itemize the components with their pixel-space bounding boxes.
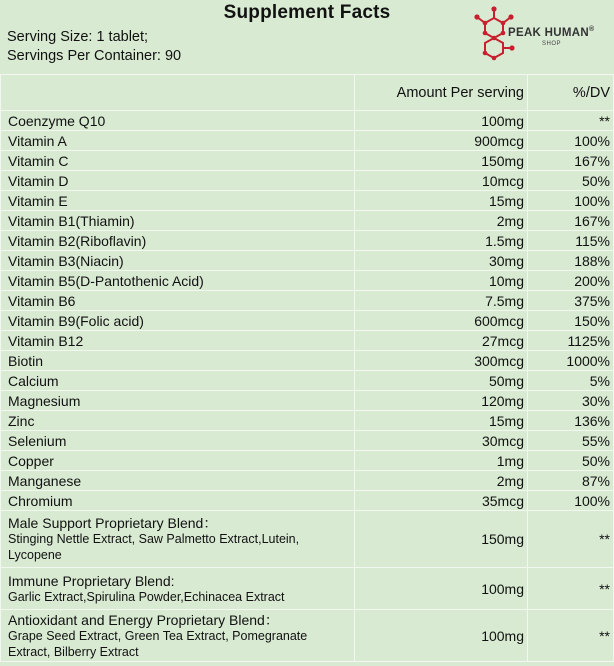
nutrient-name: Magnesium: [1, 391, 355, 411]
nutrient-amount: 27mcg: [355, 331, 528, 351]
serving-info: [7, 28, 181, 66]
blend-row: [1, 610, 614, 662]
table-row: [1, 491, 614, 511]
nutrient-dv: 115%: [528, 231, 614, 251]
nutrient-amount: 100mg: [355, 111, 528, 131]
nutrient-name: Vitamin C: [1, 151, 355, 171]
nutrient-name: Vitamin D: [1, 171, 355, 191]
blend-ingredients: Grape Seed Extract, Green Tea Extract, Pomegranate Extract, Bilberry Extract: [8, 628, 308, 659]
nutrient-name: Biotin: [1, 351, 355, 371]
table-row: [1, 391, 614, 411]
nutrient-amount: 600mcg: [355, 311, 528, 331]
blend-cell: [1, 511, 355, 568]
nutrient-name: Vitamin E: [1, 191, 355, 211]
nutrient-amount: 120mg: [355, 391, 528, 411]
nutrient-dv: 188%: [528, 251, 614, 271]
nutrient-amount: 30mg: [355, 251, 528, 271]
blend-cell: [1, 568, 355, 610]
blend-ingredients: Stinging Nettle Extract, Saw Palmetto Extract,Lutein, Lycopene: [8, 532, 300, 562]
nutrient-amount: 2mg: [355, 211, 528, 231]
blend-dv: **: [528, 568, 614, 610]
blend-name: Male Support Proprietary Blend：: [8, 515, 218, 531]
nutrient-name: Manganese: [1, 471, 355, 491]
page-title: Supplement Facts: [223, 2, 391, 23]
brand-sub: SHOP: [542, 41, 562, 47]
nutrient-name: Copper: [1, 451, 355, 471]
nutrient-dv: 167%: [528, 211, 614, 231]
blend-amount: 100mg: [355, 568, 528, 610]
table-row: [1, 411, 614, 431]
nutrient-dv: 136%: [528, 411, 614, 431]
facts-table: [0, 74, 614, 662]
nutrient-name: Vitamin B2(Riboflavin): [1, 231, 355, 251]
nutrient-amount: 35mcg: [355, 491, 528, 511]
nutrient-dv: 100%: [528, 131, 614, 151]
nutrient-name: Vitamin B6: [1, 291, 355, 311]
blend-dv: **: [528, 511, 614, 568]
nutrient-dv: 55%: [528, 431, 614, 451]
table-row: [1, 371, 614, 391]
nutrient-dv: 100%: [528, 491, 614, 511]
brand-reg-mark: ®: [588, 26, 595, 33]
table-row: [1, 171, 614, 191]
blend-name: Antioxidant and Energy Proprietary Blend：: [8, 611, 279, 628]
blend-cell: [1, 610, 355, 662]
nutrient-amount: 1mg: [355, 451, 528, 471]
nutrient-dv: 167%: [528, 151, 614, 171]
table-row: [1, 151, 614, 171]
nutrient-dv: **: [528, 111, 614, 131]
table-row: [1, 131, 614, 151]
nutrient-dv: 100%: [528, 191, 614, 211]
serving-size: Serving Size: 1 tablet;: [7, 29, 149, 45]
nutrient-name: Vitamin B12: [1, 331, 355, 351]
table-row: [1, 111, 614, 131]
nutrient-name: Vitamin B9(Folic acid): [1, 311, 355, 331]
nutrient-dv: 87%: [528, 471, 614, 491]
nutrient-name: Chromium: [1, 491, 355, 511]
nutrient-name: Vitamin A: [1, 131, 355, 151]
table-row: [1, 331, 614, 351]
nutrient-dv: 375%: [528, 291, 614, 311]
nutrient-amount: 300mcg: [355, 351, 528, 371]
nutrient-name: Zinc: [1, 411, 355, 431]
blend-amount: 100mg: [355, 610, 528, 662]
nutrient-dv: 150%: [528, 311, 614, 331]
table-row: [1, 231, 614, 251]
nutrient-dv: 1000%: [528, 351, 614, 371]
nutrient-amount: 15mg: [355, 411, 528, 431]
brand-logo: [470, 4, 610, 62]
nutrient-dv: 50%: [528, 451, 614, 471]
column-header-amount: Amount Per serving: [355, 75, 528, 111]
table-row: [1, 191, 614, 211]
nutrient-amount: 15mg: [355, 191, 528, 211]
nutrient-dv: 30%: [528, 391, 614, 411]
nutrient-name: Vitamin B5(D-Pantothenic Acid): [1, 271, 355, 291]
nutrient-dv: 1125%: [528, 331, 614, 351]
table-row: [1, 291, 614, 311]
table-row: [1, 431, 614, 451]
table-row: [1, 251, 614, 271]
table-row: [1, 311, 614, 331]
servings-per-container: Servings Per Container: 90: [7, 48, 182, 64]
nutrient-amount: 7.5mg: [355, 291, 528, 311]
nutrient-name: Vitamin B3(Niacin): [1, 251, 355, 271]
nutrient-dv: 50%: [528, 171, 614, 191]
column-header-dv: %/DV: [528, 75, 614, 111]
nutrient-name: Calcium: [1, 371, 355, 391]
nutrient-dv: 200%: [528, 271, 614, 291]
nutrient-amount: 10mcg: [355, 171, 528, 191]
nutrient-amount: 50mg: [355, 371, 528, 391]
table-row: [1, 271, 614, 291]
nutrient-name: Coenzyme Q10: [1, 111, 355, 131]
table-row: [1, 471, 614, 491]
blend-dv: **: [528, 610, 614, 662]
nutrient-name: Vitamin B1(Thiamin): [1, 211, 355, 231]
nutrient-amount: 900mcg: [355, 131, 528, 151]
nutrient-dv: 5%: [528, 371, 614, 391]
table-row: [1, 351, 614, 371]
blend-name: Immune Proprietary Blend:: [8, 572, 175, 589]
nutrient-amount: 150mg: [355, 151, 528, 171]
blend-row: [1, 511, 614, 568]
blend-amount: 150mg: [355, 511, 528, 568]
nutrient-amount: 30mcg: [355, 431, 528, 451]
nutrient-amount: 2mg: [355, 471, 528, 491]
blend-row: [1, 568, 614, 610]
table-row: [1, 211, 614, 231]
blend-ingredients: Garlic Extract,Spirulina Powder,Echinacea Extract: [8, 589, 285, 604]
nutrient-amount: 10mg: [355, 271, 528, 291]
table-row: [1, 451, 614, 471]
table-header-row: [1, 75, 614, 111]
brand-name: PEAK HUMAN: [508, 26, 589, 39]
nutrient-name: Selenium: [1, 431, 355, 451]
nutrient-amount: 1.5mg: [355, 231, 528, 251]
header-blank-cell: [1, 75, 355, 111]
